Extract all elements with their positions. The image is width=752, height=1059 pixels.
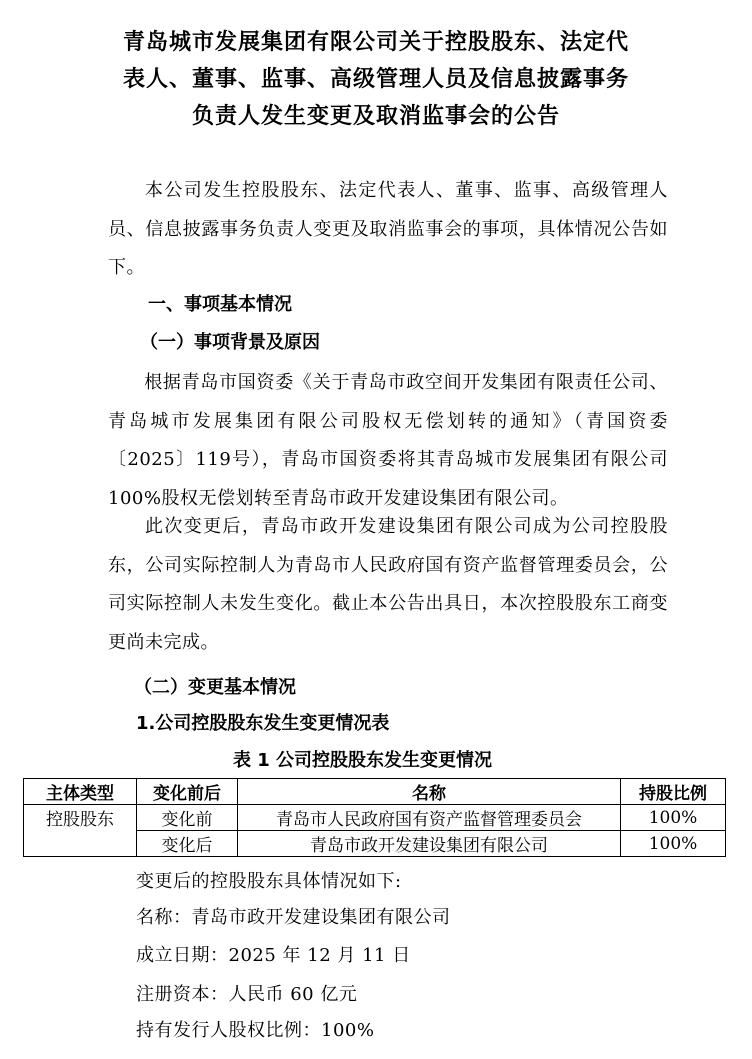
change-paragraph [108,508,668,662]
shareholder-change-table [23,778,726,857]
title-line-2: 表人、董事、监事、高级管理人员及信息披露事务 [122,67,629,92]
table-cell [24,831,137,857]
subsection-heading-background: （一）事项背景及原因 [140,332,320,353]
table-header-cell: 主体类型 [24,779,137,805]
table-cell: 青岛市人民政府国有资产监督管理委员会 [238,805,621,831]
section-heading-basic-info: 一、事项基本情况 [148,294,292,315]
intro-paragraph [108,172,668,288]
table-row [24,805,726,831]
table-cell: 100% [621,831,726,857]
detail-registered-capital: 注册资本：人民币 60 亿元 [136,984,358,1005]
table-header-cell: 变化前后 [137,779,238,805]
table-cell: 变化前 [137,805,238,831]
detail-shareholding-ratio: 持有发行人股权比例：100% [136,1020,375,1041]
table-caption: 表 1 公司控股股东发生变更情况 [233,750,493,771]
after-change-intro: 变更后的控股股东具体情况如下: [136,871,402,892]
title-line-1: 青岛城市发展集团有限公司关于控股股东、法定代 [122,30,629,55]
title-line-3: 负责人发生变更及取消监事会的公告 [191,104,560,129]
table-cell: 青岛市政开发建设集团有限公司 [238,831,621,857]
subsection-heading-change: （二）变更基本情况 [134,677,296,698]
intro-text: 本公司发生控股股东、法定代表人、董事、监事、高级管理人员、信息披露事务负责人变更及取消监事会的事项，具体情况公告如下。 [108,180,668,279]
background-text: 根据青岛市国资委《关于青岛市政空间开发集团有限责任公司、青岛城市发展集团有限公司股权无偿划转的通知》（青国资委〔2025〕119号），青岛市国资委将其青岛城市发展集团有限公司100%股权无偿划转至青岛市政开发建设集团有限公司。 [108,372,668,509]
table-cell: 控股股东 [24,805,137,831]
detail-name: 名称：青岛市政开发建设集团有限公司 [136,907,451,928]
change-text: 此次变更后，青岛市政开发建设集团有限公司成为公司控股股东，公司实际控制人为青岛市人民政府国有资产监督管理委员会，公司实际控制人未发生变化。截止本公告出具日，本次控股股东工商变更尚未完成。 [108,516,668,653]
item-heading-shareholder-change: 1.公司控股股东发生变更情况表 [136,713,390,734]
table-header-cell: 名称 [238,779,621,805]
document-title [60,24,692,135]
table-cell: 100% [621,805,726,831]
table-header-row [24,779,726,805]
background-paragraph [108,364,668,518]
table-cell: 变化后 [137,831,238,857]
table-row [24,831,726,857]
detail-established-date: 成立日期：2025 年 12 月 11 日 [136,945,411,966]
table-header-cell: 持股比例 [621,779,726,805]
